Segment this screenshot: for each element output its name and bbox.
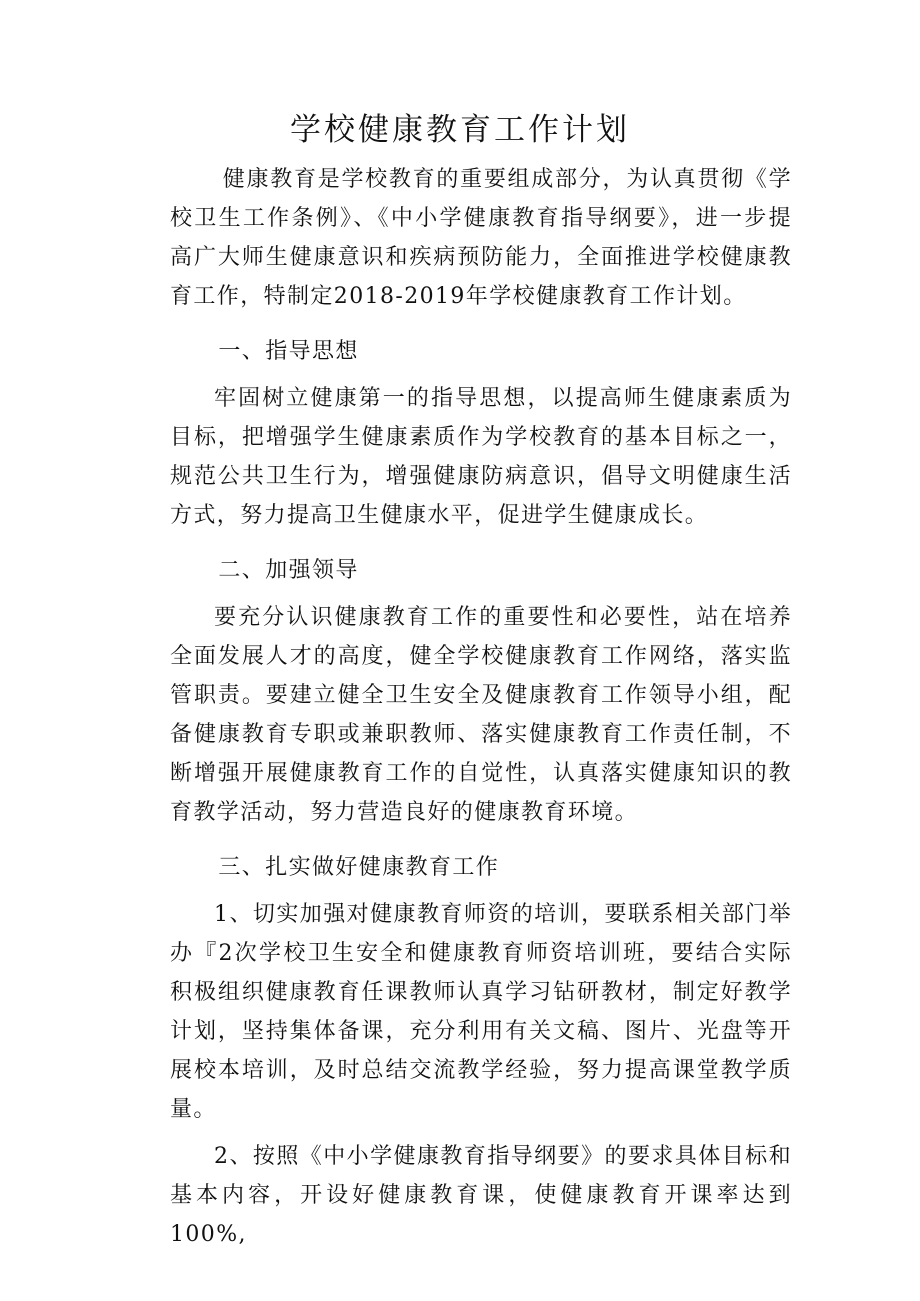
section-paragraph: 2、按照《中小学健康教育指导纲要》的要求具体目标和基本内容，开设好健康教育课，使健康教育开课率达到100%, (170, 1144, 792, 1247)
document-body (170, 160, 792, 1254)
section-heading-health-education-work: 三、扎实做好健康教育工作 (218, 855, 500, 880)
section-heading-guiding-ideology: 一、指导思想 (218, 339, 359, 364)
intro-paragraph: 健康教育是学校教育的重要组成部分，为认真贯彻《学校卫生工作条例》、《中小学健康教育指导纲要》，进一步提高广大师生健康意识和疾病预防能力，全面推进学校健康教育工作，特制定2018-2019年学校健康教育工作计划。 (170, 167, 792, 309)
section-paragraph: 要充分认识健康教育工作的重要性和必要性，站在培养全面发展人才的高度，健全学校健康教育工作网络，落实监管职责。要建立健全卫生安全及健康教育工作领导小组，配备健康教育专职或兼职教师、落实健康教育工作责任制，不断增强开展健康教育工作的自觉性，认真落实健康知识的教育教学活动，努力营造良好的健康教育环境。 (170, 605, 792, 825)
section-paragraph: 牢固树立健康第一的指导思想，以提高师生健康素质为目标，把增强学生健康素质作为学校教育的基本目标之一，规范公共卫生行为，增强健康防病意识，倡导文明健康生活方式，努力提高卫生健康水平，促进学生健康成长。 (170, 386, 792, 528)
document-title: 学校健康教育工作计划 (290, 112, 630, 148)
section-heading-leadership: 二、加强领导 (218, 558, 359, 583)
section-paragraph: 1、切实加强对健康教育师资的培训，要联系相关部门举办『2次学校卫生安全和健康教育师资培训班，要结合实际积极组织健康教育任课教师认真学习钻研教材，制定好教学计划，坚持集体备课，充分利用有关文稿、图片、光盘等开展校本培训，及时总结交流教学经验，努力提高课堂教学质量。 (170, 902, 792, 1122)
